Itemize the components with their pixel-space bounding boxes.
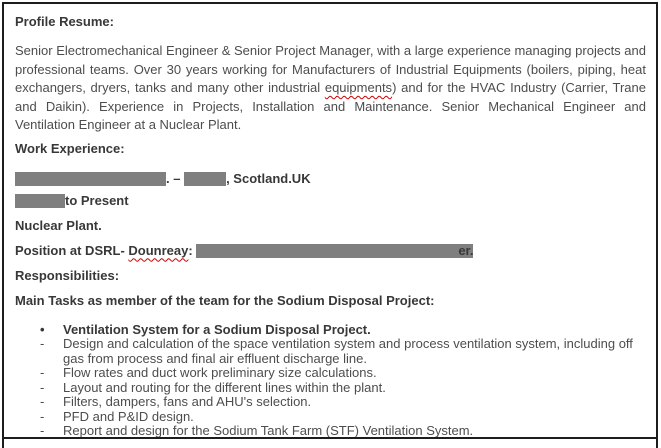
task-text: Design and calculation of the space ventilation system and process ventilation system, including off gas from process and final air effluent discharge line. bbox=[63, 336, 633, 366]
dash-marker: - bbox=[40, 394, 45, 409]
employer-separator: . – bbox=[166, 170, 185, 186]
task-text: Ventilation System for a Sodium Disposal Project. bbox=[63, 321, 371, 337]
position-colon: : bbox=[188, 242, 197, 258]
list-item bbox=[15, 366, 646, 381]
list-item bbox=[15, 395, 646, 410]
resume-section-cell bbox=[2, 2, 658, 439]
list-item bbox=[15, 424, 646, 439]
work-experience-heading: Work Experience: bbox=[15, 140, 125, 156]
position-suffix: er. bbox=[458, 242, 474, 258]
profile-paragraph bbox=[15, 42, 646, 135]
redacted-date-bar bbox=[15, 194, 65, 208]
list-item bbox=[15, 337, 646, 366]
profile-paragraph-text-before: Senior Electromechanical Engineer & Senior Project Manager, with a large experience managing projects and professional teams. Over 30 years working for Manufacturers of Industrial Equipments (boilers, piping, heat exchangers, dryers, tanks and many other industrial bbox=[15, 43, 646, 95]
task-text: Filters, dampers, fans and AHU's selection. bbox=[63, 394, 312, 409]
responsibilities-heading: Responsibilities: bbox=[15, 267, 120, 283]
redacted-company-bar bbox=[15, 172, 166, 186]
bullet-marker: • bbox=[40, 321, 45, 337]
redacted-city-bar bbox=[184, 172, 226, 186]
position-prefix: Position at DSRL- bbox=[15, 242, 129, 258]
list-item bbox=[15, 381, 646, 396]
task-text: Layout and routing for the different lines within the plant. bbox=[63, 379, 386, 395]
dash-marker: - bbox=[40, 408, 45, 424]
task-text: Report and design for the Sodium Tank Farm (STF) Ventilation System. bbox=[63, 423, 474, 438]
position-line bbox=[15, 243, 646, 258]
dash-marker: - bbox=[40, 336, 45, 351]
tenure-line bbox=[15, 193, 646, 208]
task-text: PFD and P&ID design. bbox=[63, 408, 194, 424]
redacted-position-bar bbox=[196, 244, 473, 258]
dash-marker: - bbox=[40, 379, 45, 395]
employer-location: , Scotland.UK bbox=[226, 170, 311, 186]
misspelled-word-equipments: equipments bbox=[324, 80, 393, 95]
main-tasks-heading: Main Tasks as member of the team for the Sodium Disposal Project: bbox=[15, 292, 435, 308]
task-list bbox=[15, 323, 646, 439]
dash-marker: - bbox=[40, 365, 45, 380]
employer-line bbox=[15, 171, 646, 186]
profile-resume-heading: Profile Resume: bbox=[15, 14, 114, 29]
profile-paragraph-text-after: ) and for the HVAC Industry (Carrier, Trane and Daikin). Experience in Projects, Installation and Maintenance. Senior Mechanical Engineer and Ventilation Engineer at a Nuclear Plant. bbox=[15, 80, 646, 132]
next-section-cell bbox=[2, 439, 658, 448]
list-item bbox=[15, 410, 646, 425]
nuclear-plant-line: Nuclear Plant. bbox=[15, 217, 102, 233]
misspelled-word-dounreay: Dounreay bbox=[128, 242, 189, 258]
list-item bbox=[15, 323, 646, 338]
task-text: Flow rates and duct work preliminary size calculations. bbox=[63, 365, 377, 380]
dash-marker: - bbox=[40, 423, 45, 438]
tenure-text: to Present bbox=[65, 192, 129, 208]
